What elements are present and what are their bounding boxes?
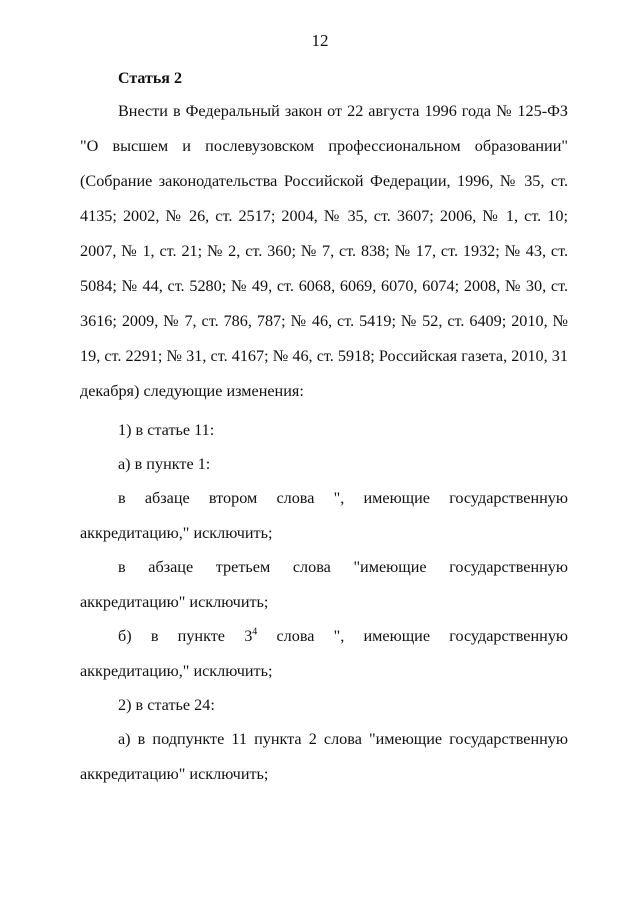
item-1a-paragraph: а) в пункте 1: [118,455,211,473]
item-1b-start: б) в пункте 3 [118,627,253,645]
item-1-paragraph: 1) в статье 11: [118,421,215,439]
item-2-paragraph: 2) в статье 24: [118,696,215,714]
page-number: 12 [311,31,329,50]
item-1a-abz2-paragraph: в абзаце втором слова ", имеющие государственную аккредитацию," исключить; [80,489,568,542]
item-1a-abz3-paragraph: в абзаце третьем слова "имеющие государственную аккредитацию" исключить; [80,558,568,611]
item-1b-paragraph [80,619,568,689]
intro-paragraph: Внести в Федеральный закон от 22 августа 1996 года № 125-ФЗ "О высшем и послевузовском профессиональном образовании" (Собрание законодательства Российской Федерации, 1996, № 35, ст. 4135; 2002, № 26, ст. 2517; 2004, № 35, ст. 3607; 2006, № 1, ст. 10; 2007, № 1, ст. 21; № 2, ст. 360; № 7, ст. 838; № 17, ст. 1932; № 43, ст. 5084; № 44, ст. 5280; № 49, ст. 6068, 6069, 6070, 6074; 2008, № 30, ст. 3616; 2009, № 7, ст. 786, 787; № 46, ст. 5419; № 52, ст. 6409; 2010, № 19, ст. 2291; № 31, ст. 4167; № 46, ст. 5918; Российская газета, 2010, 31 декабря) следующие изменения: [80,102,568,400]
item-1b-superscript: 4 [252,626,258,638]
item-1b-end: слова ", имеющие государственную аккредитацию," исключить; [80,627,569,680]
article-title: Статья 2 [118,70,182,87]
item-2a-paragraph: а) в подпункте 11 пункта 2 слова "имеющие государственную аккредитацию" исключить; [80,730,568,783]
